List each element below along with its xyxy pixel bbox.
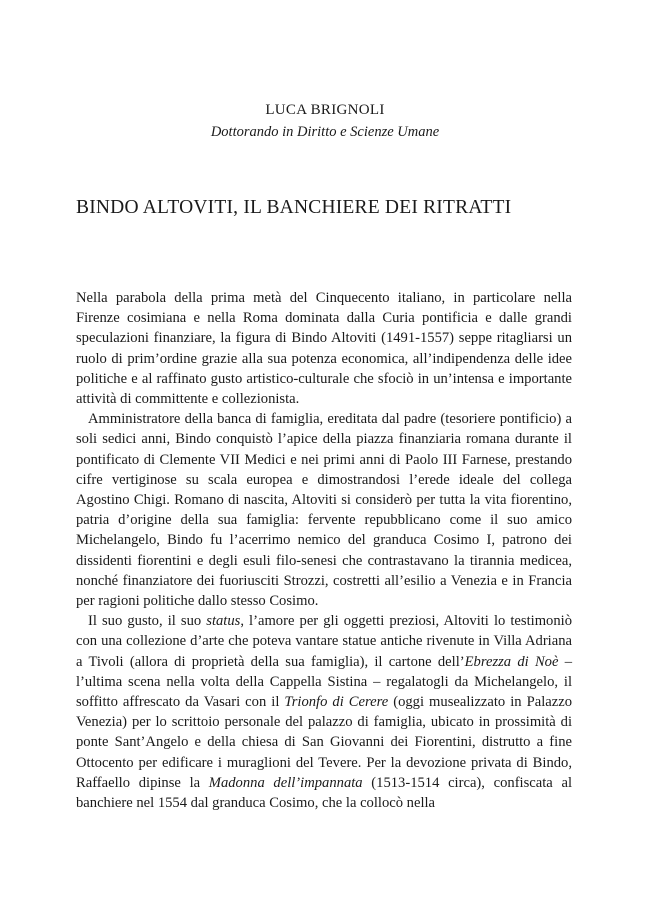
- author-name: LUCA BRIGNOLI: [265, 102, 385, 118]
- author-affiliation: Dottorando in Diritto e Scienze Umane: [210, 124, 440, 140]
- article-body: [76, 288, 572, 813]
- text-run: Il suo gusto, il suo: [88, 613, 207, 630]
- italic-term: Trionfo di Cerere: [284, 694, 389, 711]
- text-run: Amministratore della banca di famiglia, ereditata dal padre (tesoriere pontificio) a soli sedici anni, Bindo conquistò l’apice della piazza finanziaria romana durante il pontificato di Clemente VII Medici e nei primi anni di Paolo III Farnese, prestando cifre vertiginose su scala europea e dimostrandosi l’erede ideale del collega Agostino Chigi. Romano di nascita, Altoviti si considerò per tutta la vita fiorentino, patria d’origine della sua famiglia: fervente repubblicano come il suo amico Michelangelo, Bindo fu l’acerrimo nemico del granduca Cosimo I, patrono dei dissidenti fiorentini e degli esuli filo-senesi che contrastavano la tirannia medicea, nonché finanziatore dei fuoriusciti Strozzi, costretti all’esilio a Venezia e in Francia per ragioni politiche dallo stesso Cosimo.: [76, 411, 572, 610]
- text-run: Nella parabola della prima metà del Cinquecento italiano, in particolare nella Firenze cosimiana e nella Roma dominata dalla Curia pontificia e dalle grandi speculazioni finanziare, la figura di Bindo Altoviti (1491-1557) seppe ritagliarsi un ruolo di prim’ordine grazie alla sua potenza economica, all’indipendenza delle idee politiche e al raffinato gusto artistico-culturale che sfociò in un’intensa e importante attività di committente e collezionista.: [76, 290, 572, 408]
- article-title: BINDO ALTOVITI, IL BANCHIERE DEI RITRATTI: [76, 197, 512, 218]
- paragraph: [76, 288, 572, 409]
- text-run: – l’ultima scena nella volta della Cappella Sistina – regalatogli da Michelangelo, il soffitto affrescato da Vasari con il: [76, 653, 572, 711]
- text-run: (1513-1514 circa), confiscata al banchiere nel 1554 dal granduca Cosimo, che la collocò nella: [76, 774, 573, 812]
- italic-term: status: [206, 613, 241, 630]
- italic-term: Ebrezza di Noè: [464, 653, 559, 670]
- paragraph: [76, 611, 572, 813]
- text-run: (oggi musealizzato in Palazzo Venezia) per lo scrittoio personale del palazzo di famiglia, ubicato in prossimità di ponte Sant’Angelo e della chiesa di San Giovanni dei Fiorentini, distrutto a fine Ottocento per edificare i muraglioni del Tevere. Per la devozione privata di Bindo, Raffaello dipinse la: [76, 694, 572, 791]
- italic-term: Madonna dell’impannata: [208, 774, 363, 791]
- text-run: , l’amore per gli oggetti preziosi, Altoviti lo testimoniò con una collezione d’arte che poteva vantare statue antiche rivenute in Villa Adriana a Tivoli (allora di proprietà della sua famiglia), il cartone dell’: [76, 613, 572, 670]
- paragraph: [76, 409, 572, 611]
